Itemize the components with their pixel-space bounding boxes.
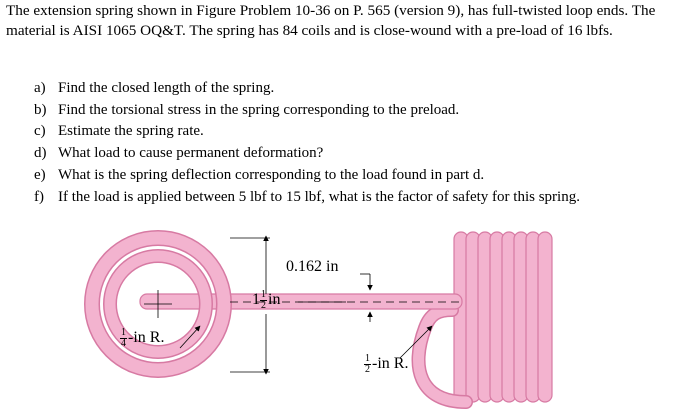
- question-item: [34, 78, 580, 100]
- outer-diameter-label: [252, 290, 280, 311]
- question-item: [34, 165, 580, 187]
- od-whole: 1: [252, 291, 260, 309]
- spring-shank: [140, 294, 462, 309]
- question-text: Find the closed length of the spring.: [58, 80, 275, 96]
- wire-diameter-label: 0.162 in: [286, 258, 339, 275]
- question-item: [34, 143, 580, 165]
- hook-radius-fraction: $\frac{1}{4}$: [121, 327, 126, 349]
- od-fraction: $\frac{1}{2}$: [261, 289, 266, 311]
- hook-radius-unit: -in R.: [128, 329, 165, 347]
- spring-drawing: [80, 218, 560, 410]
- bend-radius-label: [364, 354, 408, 375]
- question-item: [34, 187, 580, 209]
- question-letter: d): [34, 145, 47, 162]
- question-letter: e): [34, 166, 46, 183]
- question-item: [34, 100, 580, 122]
- question-text: If the load is applied between 5 lbf to 15 lbf, what is the factor of safety for this spring.: [58, 188, 580, 205]
- question-letter: c): [34, 123, 46, 140]
- question-text: Estimate the spring rate.: [58, 123, 204, 140]
- bend-radius-unit: -in R.: [372, 355, 409, 373]
- od-unit: in: [268, 291, 281, 309]
- hook-radius-label: [120, 328, 164, 349]
- question-letter: f): [34, 188, 44, 205]
- spring-figure: [80, 218, 560, 410]
- question-list: [34, 78, 580, 208]
- question-text: What load to cause permanent deformation?: [58, 145, 324, 162]
- spring-coils: [454, 232, 552, 402]
- question-item: [34, 121, 580, 143]
- bend-radius-fraction: $\frac{1}{2}$: [365, 353, 370, 375]
- question-text: Find the torsional stress in the spring corresponding to the preload.: [58, 101, 460, 118]
- question-text: What is the spring deflection corresponding to the load found in part d.: [58, 166, 485, 183]
- question-letter: a): [34, 80, 46, 96]
- problem-statement: The extension spring shown in Figure Problem 10-36 on P. 565 (version 9), has full-twisted loop ends. The material is AISI 1065 OQ&T. The spring has 84 coils and is close-wound with a pre-load of 16 lbfs.: [6, 2, 656, 39]
- question-letter: b): [34, 101, 47, 118]
